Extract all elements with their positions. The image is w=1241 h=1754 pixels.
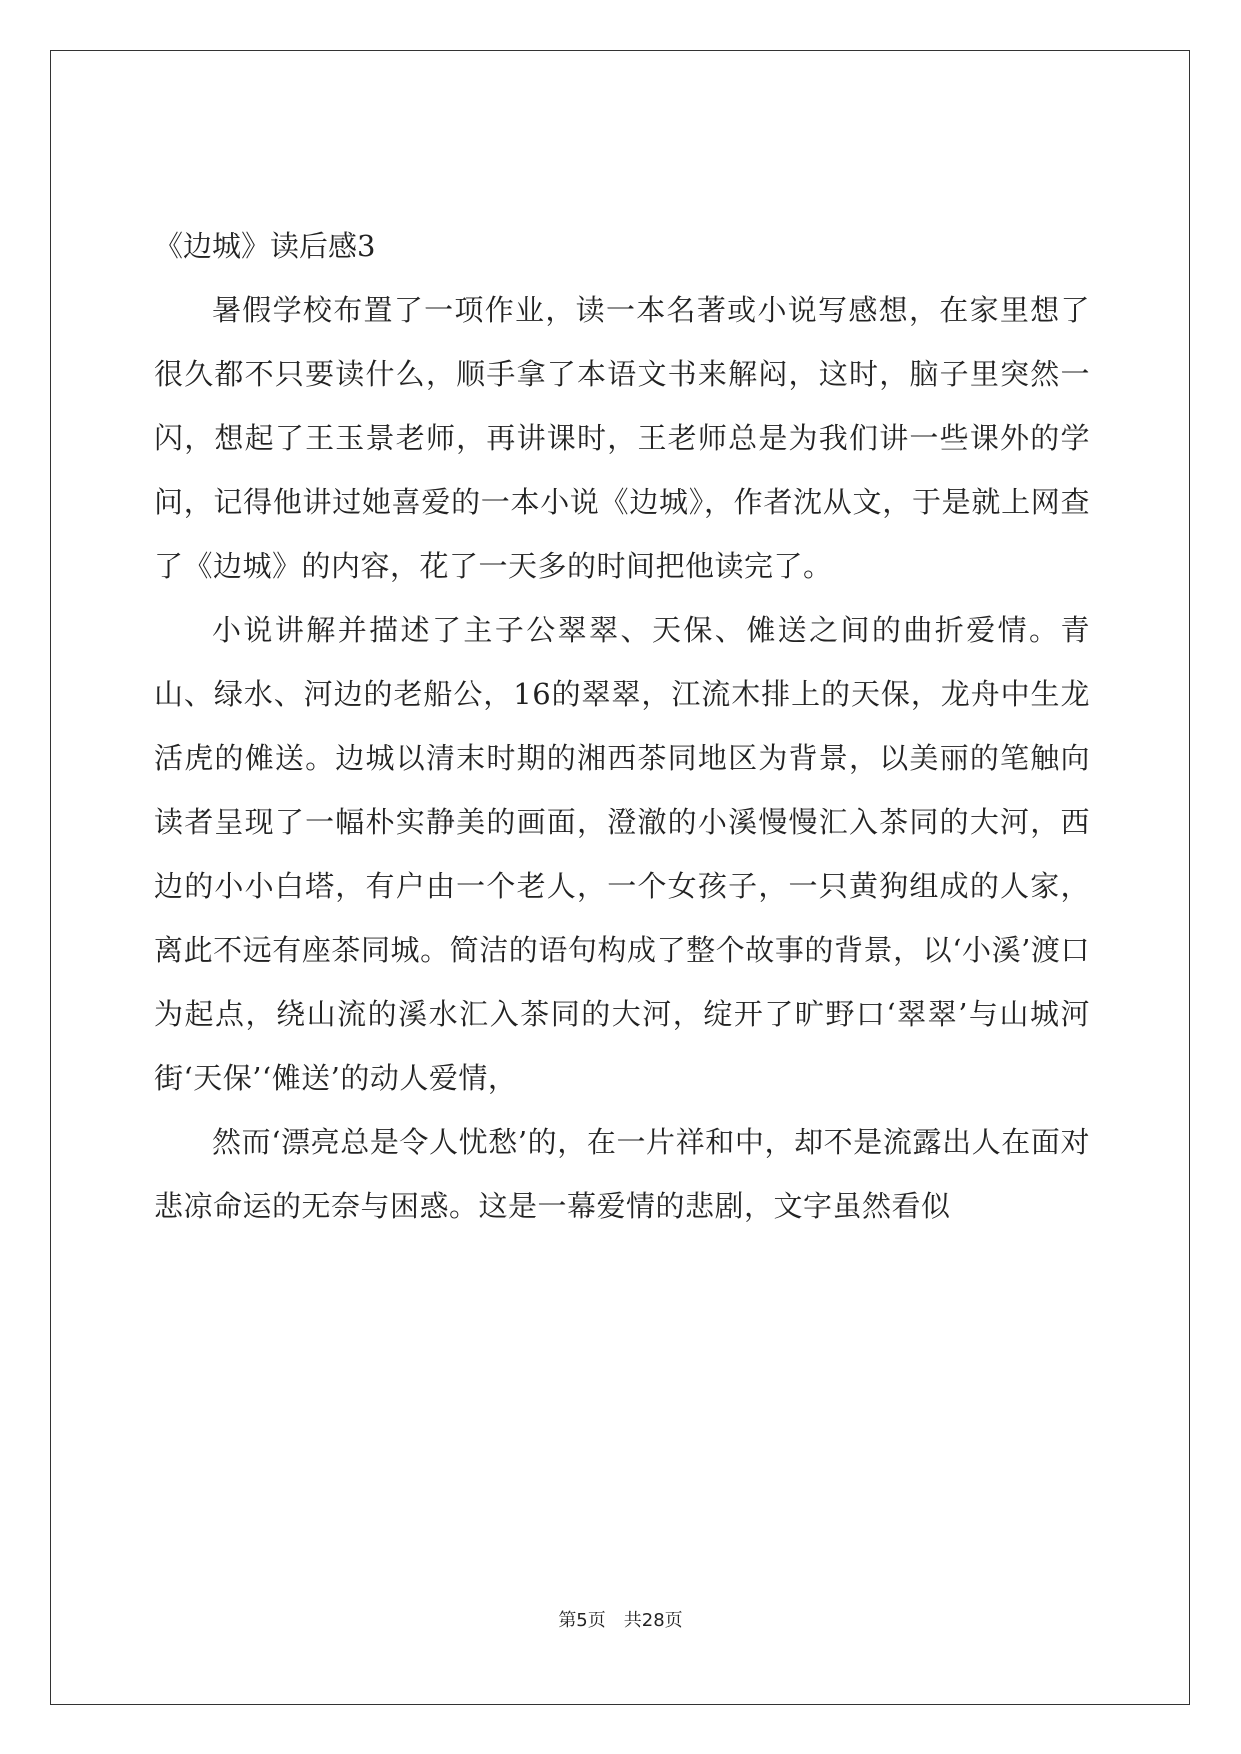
- paragraph-2: 小说讲解并描述了主子公翠翠、天保、傩送之间的曲折爱情。青山、绿水、河边的老船公，16的翠翠，江流木排上的天保，龙舟中生龙活虎的傩送。边城以清末时期的湘西茶同地区为背景，以美丽的笔触向读者呈现了一幅朴实静美的画面，澄澈的小溪慢慢汇入茶同的大河，西边的小小白塔，有户由一个老人，一个女孩子，一只黄狗组成的人家，离此不远有座茶同城。简洁的语句构成了整个故事的背景，以‘小溪’渡口为起点，绕山流的溪水汇入茶同的大河，绽开了旷野口‘翠翠’与山城河街‘天保’‘傩送’的动人爱情，: [154, 613, 1090, 1095]
- paragraph-3: 然而‘漂亮总是令人忧愁’的，在一片祥和中，却不是流露出人在面对悲凉命运的无奈与困惑。这是一幕爱情的悲剧，文字虽然看似: [154, 1125, 1090, 1223]
- page-total: 共28页: [623, 1610, 683, 1631]
- page-footer: [0, 1606, 1241, 1632]
- document-title: 《边城》读后感3: [154, 229, 376, 263]
- paragraph-1: 暑假学校布置了一项作业，读一本名著或小说写感想，在家里想了很久都不只要读什么，顺手拿了本语文书来解闷，这时，脑子里突然一闪，想起了王玉景老师，再讲课时，王老师总是为我们讲一些课外的学问，记得他讲过她喜爱的一本小说《边城》，作者沈从文，于是就上网查了《边城》的内容，花了一天多的时间把他读完了。: [154, 293, 1090, 583]
- page-number: 第5页: [558, 1610, 606, 1631]
- document-body: [154, 214, 1090, 1238]
